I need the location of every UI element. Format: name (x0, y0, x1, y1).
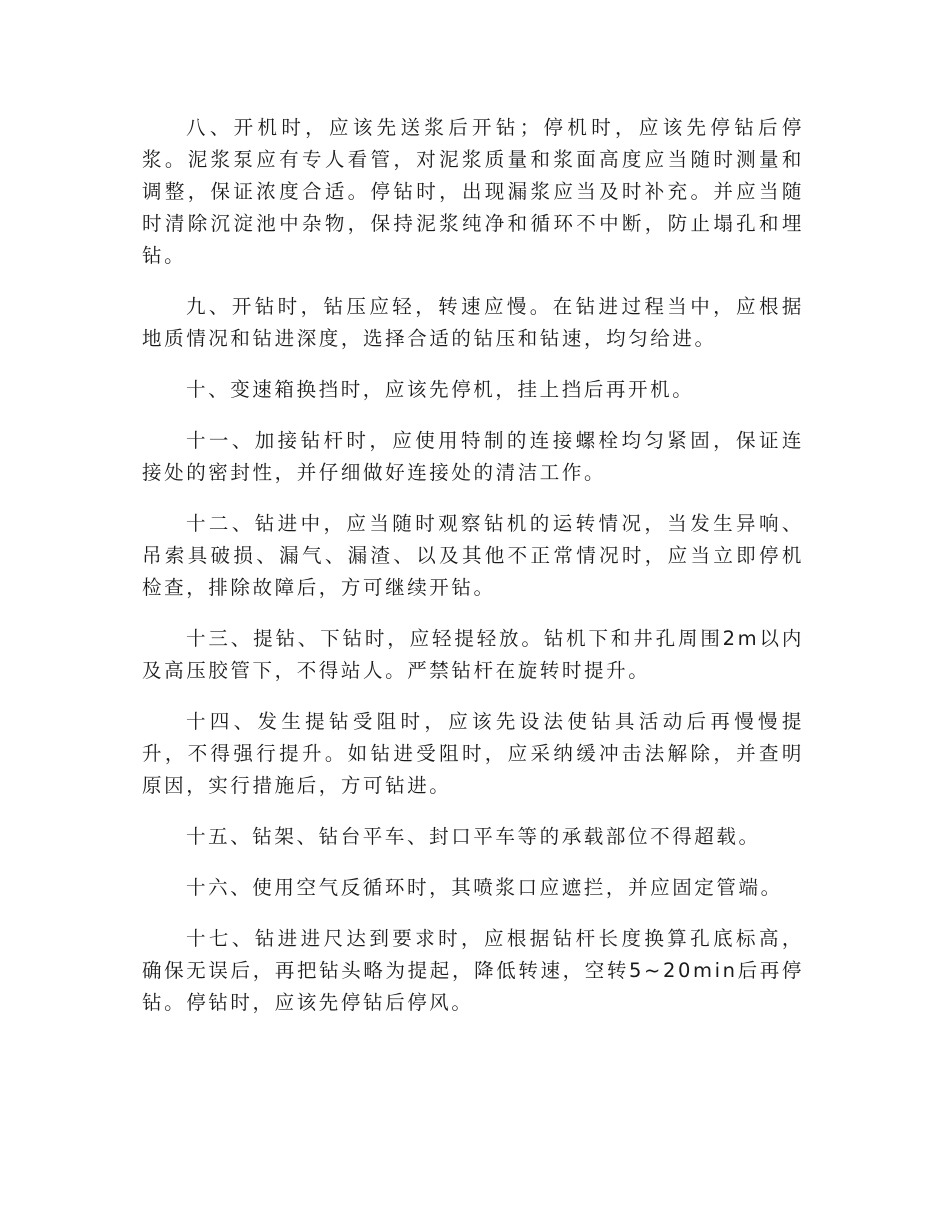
paragraph-14: 十四、发生提钻受阻时，应该先设法使钻具活动后再慢慢提升，不得强行提升。如钻进受阻时，应采纳缓冲击法解除，并查明原因，实行措施后，方可钻进。 (142, 710, 804, 797)
paragraph-13: 十三、提钻、下钻时，应轻提轻放。钻机下和井孔周围2m以内及高压胶管下，不得站人。严禁钻杆在旋转时提升。 (142, 627, 804, 682)
paragraph-17: 十七、钻进进尺达到要求时，应根据钻杆长度换算孔底标高，确保无误后，再把钻头略为提起，降低转速，空转5~20min后再停钻。停钻时，应该先停钻后停风。 (142, 927, 804, 1014)
paragraph-9: 九、开钻时，钻压应轻，转速应慢。在钻进过程当中，应根据地质情况和钻进深度，选择合适的钻压和钻速，均匀给进。 (142, 295, 804, 350)
paragraph-10: 十、变速箱换挡时，应该先停机，挂上挡后再开机。 (186, 378, 695, 401)
document-page (142, 112, 804, 1038)
paragraph-16: 十六、使用空气反循环时，其喷浆口应遮拦，并应固定管端。 (186, 876, 783, 899)
paragraph-8: 八、开机时，应该先送浆后开钻；停机时，应该先停钻后停浆。泥浆泵应有专人看管，对泥浆质量和浆面高度应当随时测量和调整，保证浓度合适。停钻时，出现漏浆应当及时补充。并应当随时清除沉淀池中杂物，保持泥浆纯净和循环不中断，防止塌孔和埋钻。 (142, 116, 804, 267)
paragraph-12: 十二、钻进中，应当随时观察钻机的运转情况，当发生异响、吊索具破损、漏气、漏渣、以及其他不正常情况时，应当立即停机检查，排除故障后，方可继续开钻。 (142, 512, 804, 599)
paragraph-11: 十一、加接钻杆时，应使用特制的连接螺栓均匀紧固，保证连接处的密封性，并仔细做好连接处的清洁工作。 (142, 429, 804, 484)
paragraph-15: 十五、钻架、钻台平车、封口平车等的承载部位不得超载。 (186, 825, 761, 848)
